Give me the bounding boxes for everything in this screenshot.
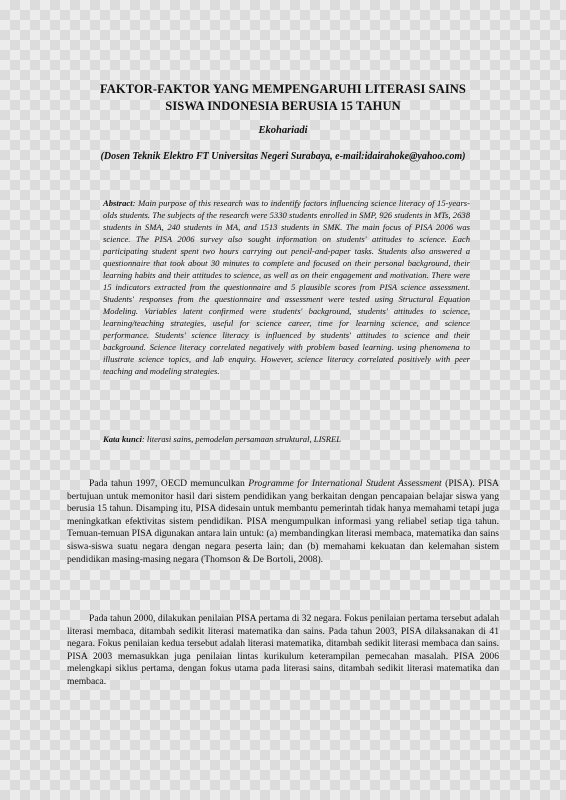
body-paragraph-2: Pada tahun 2000, dilakukan penilaian PISA pertama di 32 negara. Fokus penilaian pertama tersebut adalah literasi membaca, ditambah sedikit literasi matematika dan sains. Pada tahun 2003, PISA dilaksanakan di 41 negara. Fokus penilaian kedua tersebut adalah literasi matematika, ditambah sedikit literasi membaca dan sains. PISA 2003 memasukkan juga penilaian lintas kurikulum keterampilan pemecahan masalah. PISA 2006 melengkapi siklus pertama, dengan fokus utama pada literasi sains, ditambah sedikit literasi matematika dan membaca. [67,613,499,687]
keywords-text: : literasi sains, pemodelan persamaan struktural, LISREL [141,434,342,444]
p1-programme-name: Programme for International Student Assessment [248,478,442,489]
author-name: Ekohariadi [258,125,308,136]
abstract-label: Abstract [103,198,133,208]
p1-rest: (PISA). PISA bertujuan untuk memonitor hasil dari sistem pendidikan yang berkaitan dengan pencapaian belajar siswa yang berusia 15 tahun. Disamping itu, PISA didesain untuk membantu pemerintah tidak hanya memahami tetapi juga meningkatkan efektivitas sistem pendidikan. PISA mengumpulkan informasi yang reliabel setiap tiga tahun. Temuan-temuan PISA digunakan antara lain untuk: (a) membandingkan literasi membaca, matematika dan sains siswa-siswa suatu negara dengan negara peserta lain; dan (b) memahami kekuatan dan kelemahan sistem pendidikan masing-masing negara (Thomson & De Bortoli, 2008). [67,478,499,565]
abstract-text: : Main purpose of this research was to indentify factors influencing science literacy of 15-years-olds students. The subjects of the research were 5330 students enrolled in SMP, 926 students in MTs, 2638 students in SMA, 240 students in MA, and 1513 students in SMK. The main focus of PISA 2006 was science. The PISA 2006 survey also sought information on students' attitudes to science. Each participating student spent two hours carrying out pencil-and-paper tasks. Students also answered a questionnaire that took about 30 minutes to complete and focused on their personal background, their learning habits and their attitudes to science, as well as on their engagement and motivation. There were 15 indicators extracted from the questionnaire and 5 plausible scores from PISA science assessment. Students' responses from the questionnaire and assessment were tested using Structural Equation Modeling. Variables latent confirmed were students' background, students' attitudes to science, learning/teaching strategies, useful for science career, time for learning science, and science performance. Students' science literacy is influenced by students' attitudes to science and their background. Science literacy correlated negatively with problem based learning. using phenomena to illustrate science topics, and lab enquiry. However, science literacy correlated positively with peer teaching and modeling strategies. [103,198,470,376]
title-line-2: SISWA INDONESIA BERUSIA 15 TAHUN [165,99,401,113]
abstract [103,197,470,377]
title-line-1: FAKTOR-FAKTOR YANG MEMPENGARUHI LITERASI SAINS [100,82,466,96]
keywords-label: Kata kunci [103,434,142,444]
paper-title [40,81,526,115]
p1-start: Pada tahun 1997, OECD memunculkan [89,478,249,489]
body-paragraph-1 [67,478,499,566]
author-affiliation: (Dosen Teknik Elektro FT Universitas Negeri Surabaya, e-mail:idairahoke@yahoo.com) [100,151,466,162]
keywords [103,433,470,445]
